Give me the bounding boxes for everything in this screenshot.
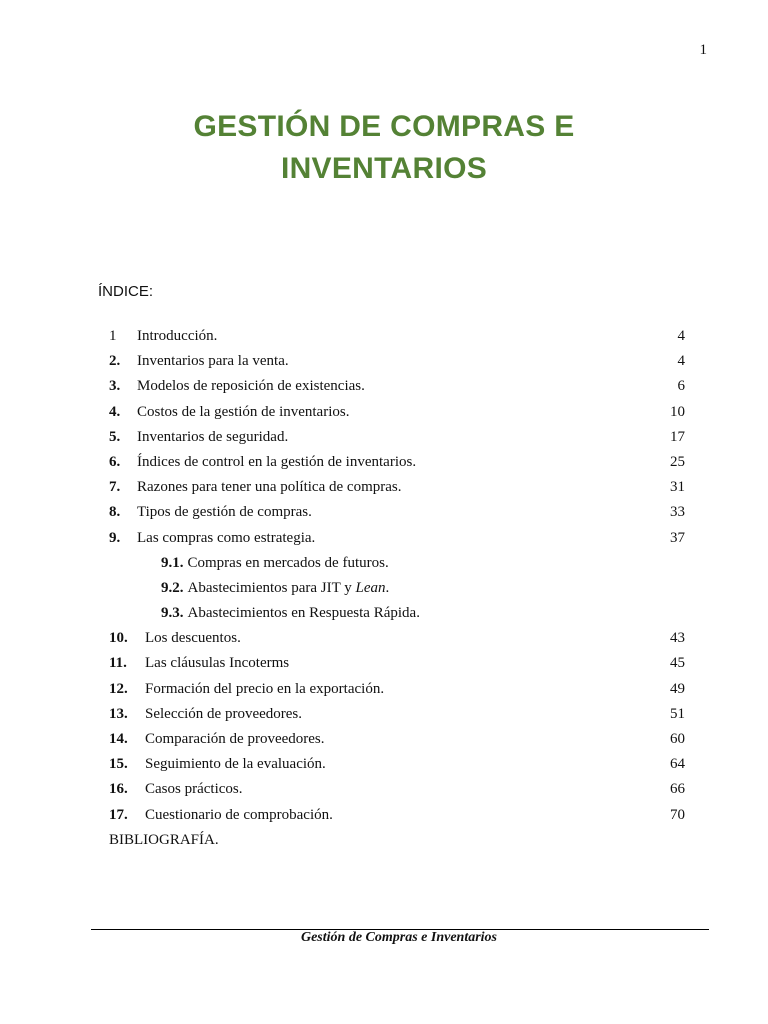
toc-entry-page: 17 <box>670 428 685 445</box>
toc-entry-page: 70 <box>670 806 685 823</box>
toc-entry-page: 25 <box>670 453 685 470</box>
toc-subentry-title <box>109 580 389 596</box>
toc-entry[interactable] <box>109 626 685 651</box>
toc-subentry-title <box>109 555 389 571</box>
toc-subentry[interactable] <box>109 576 685 601</box>
toc-entry-page: 33 <box>670 504 685 521</box>
running-footer: Gestión de Compras e Inventarios <box>300 930 497 945</box>
toc-entry-number: 3. <box>109 378 121 395</box>
toc-entry[interactable] <box>109 349 685 374</box>
toc-entry-page: 10 <box>670 403 685 420</box>
toc-subentry-text-italic: Lean <box>355 579 386 596</box>
toc-entry[interactable] <box>109 400 685 425</box>
toc-entry-title: Comparación de proveedores. <box>145 731 325 747</box>
toc-subentry-text-after: . <box>385 579 390 596</box>
toc-entry-number: 6. <box>109 453 121 470</box>
toc-entry-number: 13. <box>109 705 128 722</box>
toc-entry[interactable] <box>109 777 685 802</box>
toc-entry-title: Selección de proveedores. <box>145 705 303 722</box>
toc-entry-number: 16. <box>109 781 128 798</box>
toc-entry-title: Introducción. <box>137 328 218 344</box>
toc-entry-title: Las cláusulas Incoterms <box>145 655 290 672</box>
toc-entry-title: Costos de la gestión de inventarios. <box>137 403 350 420</box>
toc-subentry[interactable] <box>109 551 685 576</box>
toc-entry-page: 51 <box>670 705 685 722</box>
toc-entry[interactable] <box>109 425 685 450</box>
toc-entry-number: 10. <box>109 630 128 647</box>
toc-entry-page: 4 <box>677 353 685 370</box>
toc-entry-page: 6 <box>677 378 685 395</box>
toc-entry-title: Cuestionario de comprobación. <box>145 806 333 823</box>
toc-entry-title: Los descuentos. <box>145 630 241 647</box>
toc-entry[interactable] <box>109 500 685 525</box>
page-number: 1 <box>699 42 707 58</box>
toc-entry[interactable] <box>109 450 685 475</box>
toc-entry-page: 31 <box>670 479 685 496</box>
table-of-contents <box>109 324 685 853</box>
toc-entry-number: 5. <box>109 428 121 445</box>
toc-entry-number: 11. <box>109 655 127 672</box>
toc-entry[interactable] <box>109 526 685 551</box>
toc-entry-number: 9. <box>109 529 121 546</box>
toc-subentry-text: Compras en mercados de futuros. <box>187 554 389 571</box>
toc-entry-title: Casos prácticos. <box>145 781 243 798</box>
toc-entry[interactable] <box>109 677 685 702</box>
toc-entry-number: 12. <box>109 680 128 697</box>
toc-entry-title: Las compras como estrategia. <box>137 529 316 546</box>
toc-entry-number: 15. <box>109 756 128 773</box>
toc-entry[interactable] <box>109 803 685 828</box>
toc-entry-title: Formación del precio en la exportación. <box>145 680 385 697</box>
toc-entry-number: 4. <box>109 403 121 420</box>
toc-entry-page: 64 <box>670 756 685 773</box>
bibliography-label: BIBLIOGRAFÍA. <box>109 831 219 848</box>
toc-entry-number: 8. <box>109 504 121 521</box>
toc-entry-bibliography[interactable] <box>109 828 685 853</box>
toc-entry-page: 49 <box>670 680 685 697</box>
toc-entry-number: 17. <box>109 806 128 823</box>
toc-entry-page: 66 <box>670 781 685 798</box>
toc-entry-number: 1 <box>109 328 117 344</box>
toc-entry[interactable] <box>109 324 685 349</box>
toc-entry[interactable] <box>109 727 685 752</box>
title-line-2: INVENTARIOS <box>280 152 488 185</box>
toc-entry-title: Índices de control en la gestión de inventarios. <box>137 453 417 470</box>
toc-entry-page: 37 <box>670 529 685 546</box>
index-heading: ÍNDICE: <box>98 283 154 300</box>
title-line-1: GESTIÓN DE COMPRAS E <box>193 110 575 143</box>
toc-subentry-number: 9.2. <box>161 579 184 596</box>
toc-subentry-title <box>109 605 420 621</box>
toc-entry[interactable] <box>109 374 685 399</box>
toc-entry-title: Inventarios de seguridad. <box>137 428 289 445</box>
toc-entry[interactable] <box>109 475 685 500</box>
toc-subentry-text-before: Abastecimientos para JIT y <box>187 579 356 596</box>
toc-entry-number: 2. <box>109 353 121 370</box>
toc-subentry-text: Abastecimientos en Respuesta Rápida. <box>187 605 420 622</box>
toc-subentry[interactable] <box>109 601 685 626</box>
toc-entry-title: Modelos de reposición de existencias. <box>137 378 365 395</box>
toc-entry[interactable] <box>109 752 685 777</box>
toc-entry-page: 45 <box>670 655 685 672</box>
toc-entry-title: Seguimiento de la evaluación. <box>145 756 326 773</box>
toc-entry-title: Tipos de gestión de compras. <box>137 504 312 521</box>
toc-entry-number: 14. <box>109 731 128 747</box>
document-title <box>0 106 768 190</box>
toc-entry-page: 43 <box>670 630 685 647</box>
toc-entry-number: 7. <box>109 479 121 496</box>
toc-entry-page: 4 <box>677 328 685 344</box>
toc-entry-title: Razones para tener una política de compras. <box>137 479 402 496</box>
toc-entry-page: 60 <box>670 731 685 747</box>
toc-entry[interactable] <box>109 702 685 727</box>
toc-subentry-number: 9.1. <box>161 554 184 571</box>
toc-entry[interactable] <box>109 651 685 676</box>
toc-subentry-number: 9.3. <box>161 605 184 622</box>
toc-entry-title: Inventarios para la venta. <box>137 353 289 370</box>
